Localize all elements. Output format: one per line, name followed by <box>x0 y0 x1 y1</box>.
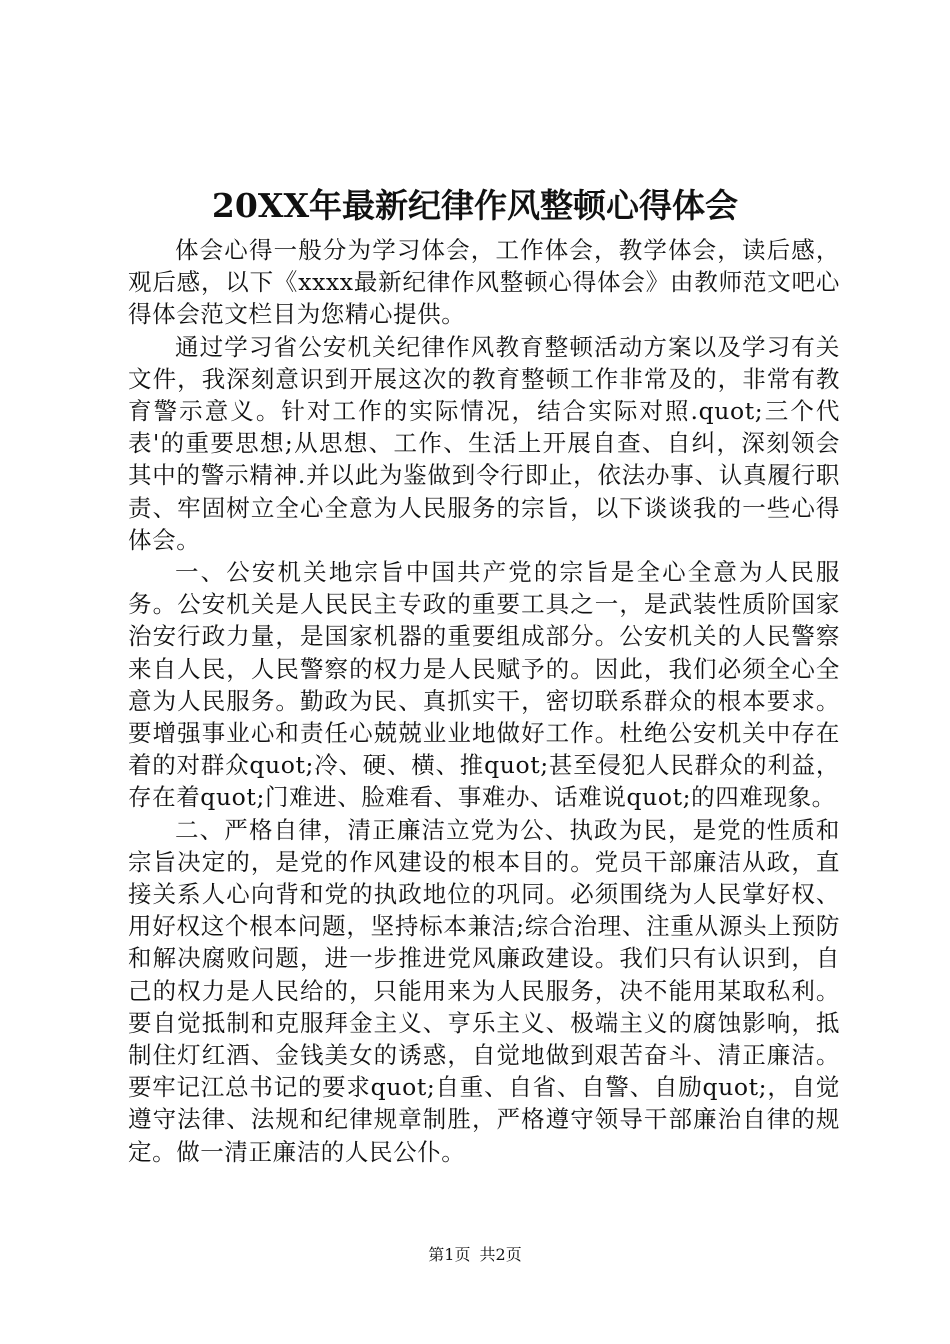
document-title: 20XX年最新纪律作风整顿心得体会 <box>211 186 739 225</box>
paragraph-section-two: 二、严格自律，清正廉洁立党为公、执政为民，是党的性质和宗旨决定的，是党的作风建设的根本目的。党员干部廉洁从政，直接关系人心向背和党的执政地位的巩同。必须围绕为人民掌好权、用好权这个根本问题，坚持标本兼洁;综合治理、注重从源头上预防和解决腐败问题，进一步推进党风廉政建设。我们只有认识到，自己的权力是人民给的，只能用来为人民服务，决不能用某取私利。要自觉抵制和克服拜金主义、亨乐主义、极端主义的腐蚀影响，抵制住灯红酒、金钱美女的诱惑，自觉地做到艰苦奋斗、清正廉洁。要牢记江总书记的要求quot;自重、自省、自警、自励quot;，自觉遵守法律、法规和纪律规章制胜，严格遵守领导干部廉治自律的规定。做一清正廉洁的人民公仆。 <box>128 815 840 1166</box>
page-footer <box>0 1244 950 1266</box>
page-number-current: 第1页 <box>428 1245 471 1264</box>
paragraph-section-one: 一、公安机关地宗旨中国共产党的宗旨是全心全意为人民服务。公安机关是人民民主专政的重要工具之一，是武装性质阶国家治安行政力量，是国家机器的重要组成部分。公安机关的人民警察来自人民，人民警察的权力是人民赋予的。因此，我们必须全心全意为人民服务。勤政为民、真抓实干，密切联系群众的根本要求。要增强事业心和责任心兢兢业业地做好工作。杜绝公安机关中存在着的对群众quot;冷、硬、横、推quot;甚至侵犯人民群众的利益，存在着quot;门难进、脸难看、事难办、话难说quot;的四难现象。 <box>128 558 840 812</box>
page-number-total: 共2页 <box>479 1245 522 1264</box>
document-body <box>128 234 840 1168</box>
paragraph-intro: 体会心得一般分为学习体会，工作体会，教学体会，读后感，观后感，以下《xxxx最新纪律作风整顿心得体会》由教师范文吧心得体会范文栏目为您精心提供。 <box>128 236 840 329</box>
paragraph-study: 通过学习省公安机关纪律作风教育整顿活动方案以及学习有关文件，我深刻意识到开展这次的教育整顿工作非常及的，非常有教育警示意义。针对工作的实际情况，结合实际对照.quot;三个代表'的重要思想;从思想、工作、生活上开展自查、自纠，深刻领会其中的警示精神.并以此为鉴做到令行即止，依法办事、认真履行职责、牢固树立全心全意为人民服务的宗旨，以下谈谈我的一些心得体会。 <box>128 332 841 554</box>
